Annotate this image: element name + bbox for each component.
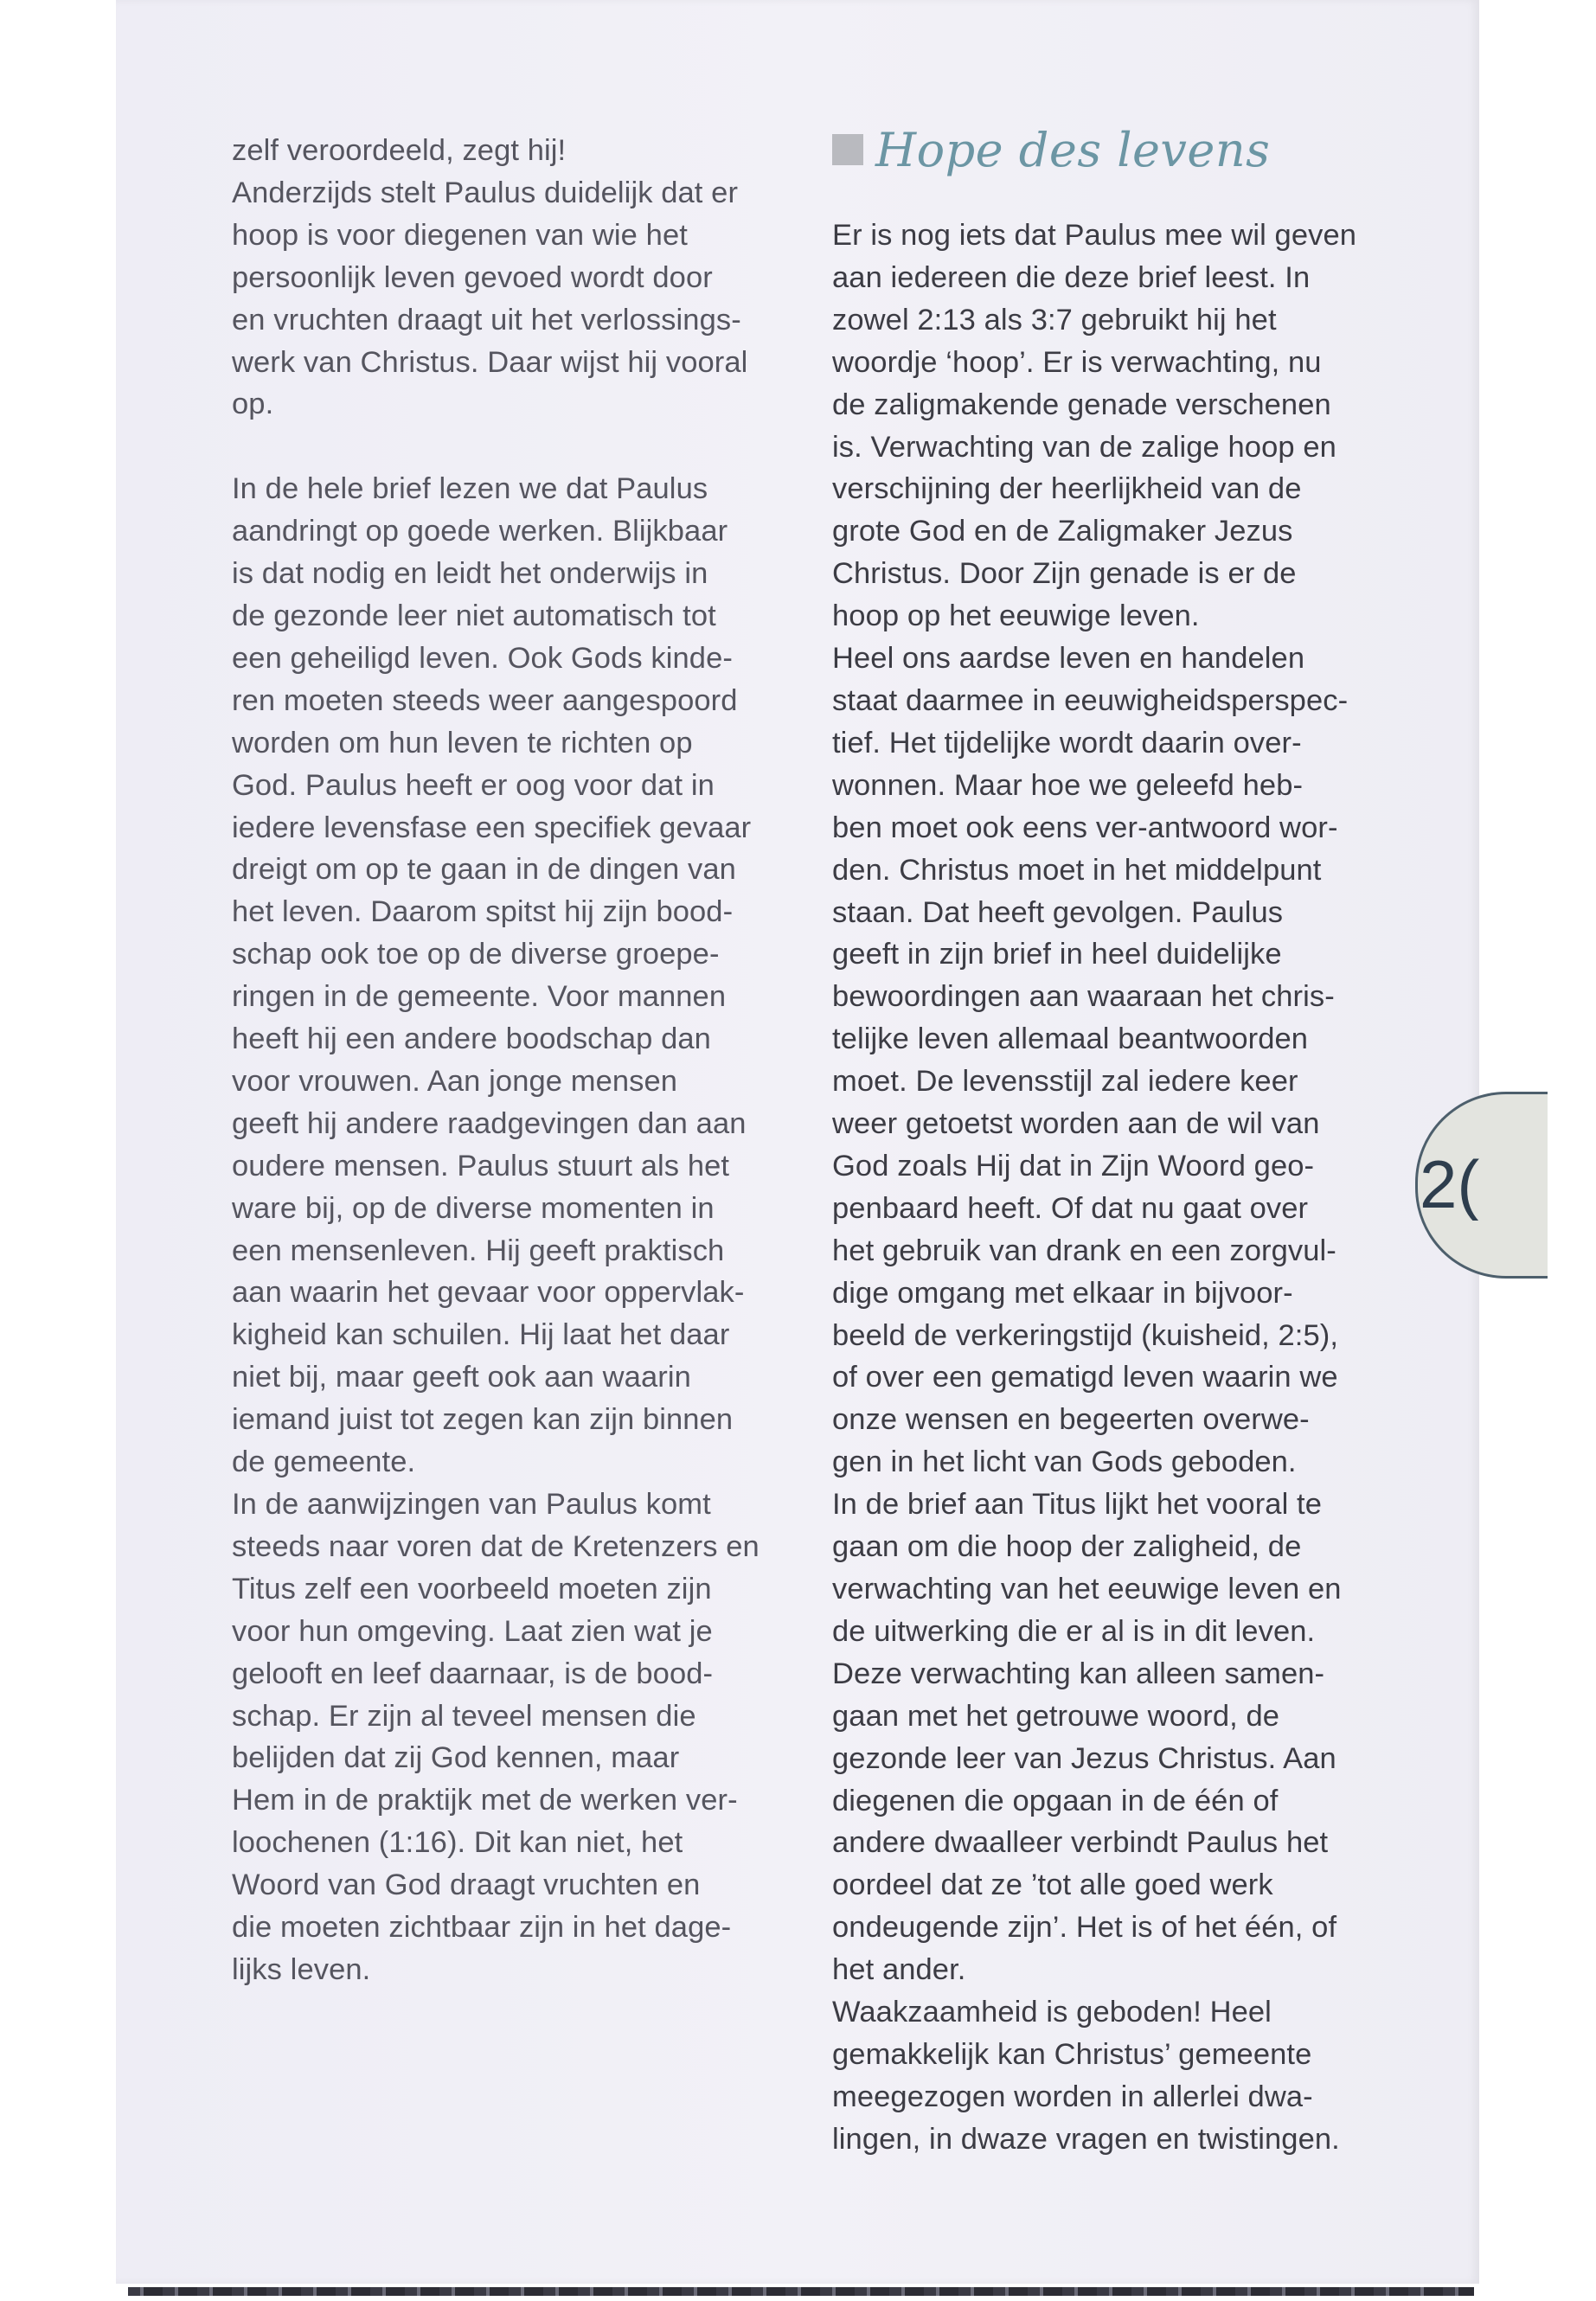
text-line: geeft hij andere raadgevingen dan aan	[232, 1106, 747, 1140]
text-line: gelooft en leef daarnaar, is de bood-	[232, 1657, 714, 1690]
text-line: Christus. Door Zijn genade is er de	[832, 557, 1297, 591]
text-line: Deze verwachting kan alleen samen-	[832, 1657, 1325, 1690]
text-line: ware bij, op de diverse momenten in	[232, 1191, 715, 1225]
right-text-column	[832, 215, 1386, 2161]
text-line: Woord van God draagt vruchten en	[232, 1868, 701, 1902]
text-line: In de aanwijzingen van Paulus komt	[232, 1488, 711, 1521]
page-bottom-edge	[128, 2287, 1474, 2296]
text-line: oordeel dat ze ’tot alle goed werk	[832, 1868, 1273, 1902]
text-line: beeld de verkeringstijd (kuisheid, 2:5),	[832, 1318, 1339, 1352]
text-line: penbaard heeft. Of dat nu gaat over	[832, 1191, 1309, 1225]
text-line: aan waarin het gevaar voor oppervlak-	[232, 1276, 745, 1310]
text-line: worden om hun leven te richten op	[232, 726, 693, 760]
text-line: de gemeente.	[232, 1445, 416, 1479]
text-line: of over een gematigd leven waarin we	[832, 1361, 1338, 1394]
text-line: bewoordingen aan waaraan het chris-	[832, 980, 1335, 1014]
text-line: iedere levensfase een specifiek gevaar	[232, 811, 752, 844]
text-line: hoop op het eeuwige leven.	[832, 599, 1200, 633]
text-line: hoop is voor diegenen van wie het	[232, 218, 688, 252]
text-line: die moeten zichtbaar zijn in het dage-	[232, 1911, 732, 1945]
text-line: geeft in zijn brief in heel duidelijke	[832, 938, 1282, 971]
text-line: ondeugende zijn’. Het is of het één, of	[832, 1911, 1337, 1945]
text-line: weer getoetst worden aan de wil van	[832, 1107, 1320, 1141]
text-line: staat daarmee in eeuwigheidsperspec-	[832, 683, 1349, 717]
text-line: onze wensen en begeerten overwe-	[832, 1403, 1310, 1437]
text-line: diegenen die opgaan in de één of	[832, 1784, 1279, 1817]
text-line: God. Paulus heeft er oog voor dat in	[232, 768, 715, 802]
text-line: de gezonde leer niet automatisch tot	[232, 599, 716, 632]
text-line: een geheiligd leven. Ook Gods kinde-	[232, 641, 733, 675]
text-line: Er is nog iets dat Paulus mee wil geven	[832, 219, 1357, 252]
text-line: heeft hij een andere boodschap dan	[232, 1022, 711, 1056]
text-line: staan. Dat heeft gevolgen. Paulus	[832, 895, 1284, 929]
text-line	[232, 426, 785, 468]
text-line: het leven. Daarom spitst hij zijn bood-	[232, 895, 734, 929]
text-line: Heel ons aardse leven en handelen	[832, 642, 1305, 676]
text-line: het ander.	[832, 1953, 966, 1987]
text-line: kigheid kan schuilen. Hij laat het daar	[232, 1318, 730, 1352]
page-number: 2(	[1420, 1148, 1480, 1221]
text-line: gaan met het getrouwe woord, de	[832, 1699, 1280, 1733]
heading-square-icon	[832, 134, 863, 165]
text-line: ringen in de gemeente. Voor mannen	[232, 980, 727, 1014]
text-line: ren moeten steeds weer aangespoord	[232, 683, 738, 717]
text-line: de zaligmakende genade verschenen	[832, 388, 1331, 421]
text-line: is. Verwachting van de zalige hoop en	[832, 430, 1336, 464]
text-line: de uitwerking die er al is in dit leven.	[832, 1614, 1316, 1648]
section-heading-text: Hope des levens	[875, 122, 1271, 177]
text-line: werk van Christus. Daar wijst hij vooral	[232, 345, 748, 379]
text-line: aandringt op goede werken. Blijkbaar	[232, 515, 728, 548]
text-line: lingen, in dwaze vragen en twistingen.	[832, 2122, 1340, 2156]
text-line: In de hele brief lezen we dat Paulus	[232, 472, 708, 506]
text-line: ben moet ook eens ver-antwoord wor-	[832, 811, 1338, 844]
text-line: het gebruik van drank en een zorgvul-	[832, 1234, 1336, 1267]
text-line: loochenen (1:16). Dit kan niet, het	[232, 1826, 683, 1860]
text-line: tief. Het tijdelijke wordt daarin over-	[832, 726, 1302, 760]
text-line: verschijning der heerlijkheid van de	[832, 472, 1302, 506]
text-line: schap ook toe op de diverse groepe-	[232, 938, 720, 971]
left-text-column	[232, 130, 785, 1991]
text-line: dige omgang met elkaar in bijvoor-	[832, 1276, 1293, 1310]
text-line: schap. Er zijn al teveel mensen die	[232, 1699, 696, 1733]
text-line: niet bij, maar geeft ook aan waarin	[232, 1361, 691, 1394]
text-line: iemand juist tot zegen kan zijn binnen	[232, 1403, 734, 1437]
text-line: Anderzijds stelt Paulus duidelijk dat er	[232, 176, 739, 209]
text-line: is dat nodig en leidt het onderwijs in	[232, 557, 708, 591]
text-line: een mensenleven. Hij geeft praktisch	[232, 1234, 725, 1267]
text-line: aan iedereen die deze brief leest. In	[832, 260, 1311, 294]
text-line: verwachting van het eeuwige leven en	[832, 1573, 1342, 1606]
text-line: op.	[232, 388, 274, 421]
text-line: belijden dat zij God kennen, maar	[232, 1741, 680, 1775]
text-line: gemakkelijk kan Christus’ gemeente	[832, 2037, 1312, 2071]
text-line: gezonde leer van Jezus Christus. Aan	[832, 1741, 1336, 1775]
text-line: lijks leven.	[232, 1952, 371, 1986]
text-line: grote God en de Zaligmaker Jezus	[832, 515, 1293, 548]
text-line: In de brief aan Titus lijkt het vooral te	[832, 1488, 1322, 1522]
text-line: Titus zelf een voorbeeld moeten zijn	[232, 1572, 712, 1606]
text-line: gen in het licht van Gods geboden.	[832, 1445, 1297, 1479]
text-line: dreigt om op te gaan in de dingen van	[232, 853, 736, 887]
text-line: steeds naar voren dat de Kretenzers en	[232, 1529, 760, 1563]
text-line: wonnen. Maar hoe we geleefd heb-	[832, 768, 1304, 802]
text-line: den. Christus moet in het middelpunt	[832, 853, 1322, 887]
text-line: gaan om die hoop der zaligheid, de	[832, 1530, 1302, 1564]
text-line: voor vrouwen. Aan jonge mensen	[232, 1064, 678, 1098]
text-line: woordje ‘hoop’. Er is verwachting, nu	[832, 345, 1322, 379]
text-line: telijke leven allemaal beantwoorden	[832, 1022, 1309, 1056]
text-line: en vruchten draagt uit het verlossings-	[232, 303, 741, 336]
text-line: zelf veroordeeld, zegt hij!	[232, 134, 567, 167]
text-line: andere dwaalleer verbindt Paulus het	[832, 1826, 1329, 1860]
text-line: persoonlijk leven gevoed wordt door	[232, 260, 713, 294]
text-line: God zoals Hij dat in Zijn Woord geo-	[832, 1149, 1315, 1183]
section-heading	[832, 119, 1270, 180]
text-line: moet. De levensstijl zal iedere keer	[832, 1065, 1298, 1099]
text-line: zowel 2:13 als 3:7 gebruikt hij het	[832, 303, 1277, 336]
text-line: voor hun omgeving. Laat zien wat je	[232, 1614, 713, 1648]
text-line: Hem in de praktijk met de werken ver-	[232, 1784, 738, 1817]
text-line: Waakzaamheid is geboden! Heel	[832, 1996, 1272, 2029]
text-line: oudere mensen. Paulus stuurt als het	[232, 1149, 730, 1183]
text-line: meegezogen worden in allerlei dwa-	[832, 2080, 1313, 2113]
